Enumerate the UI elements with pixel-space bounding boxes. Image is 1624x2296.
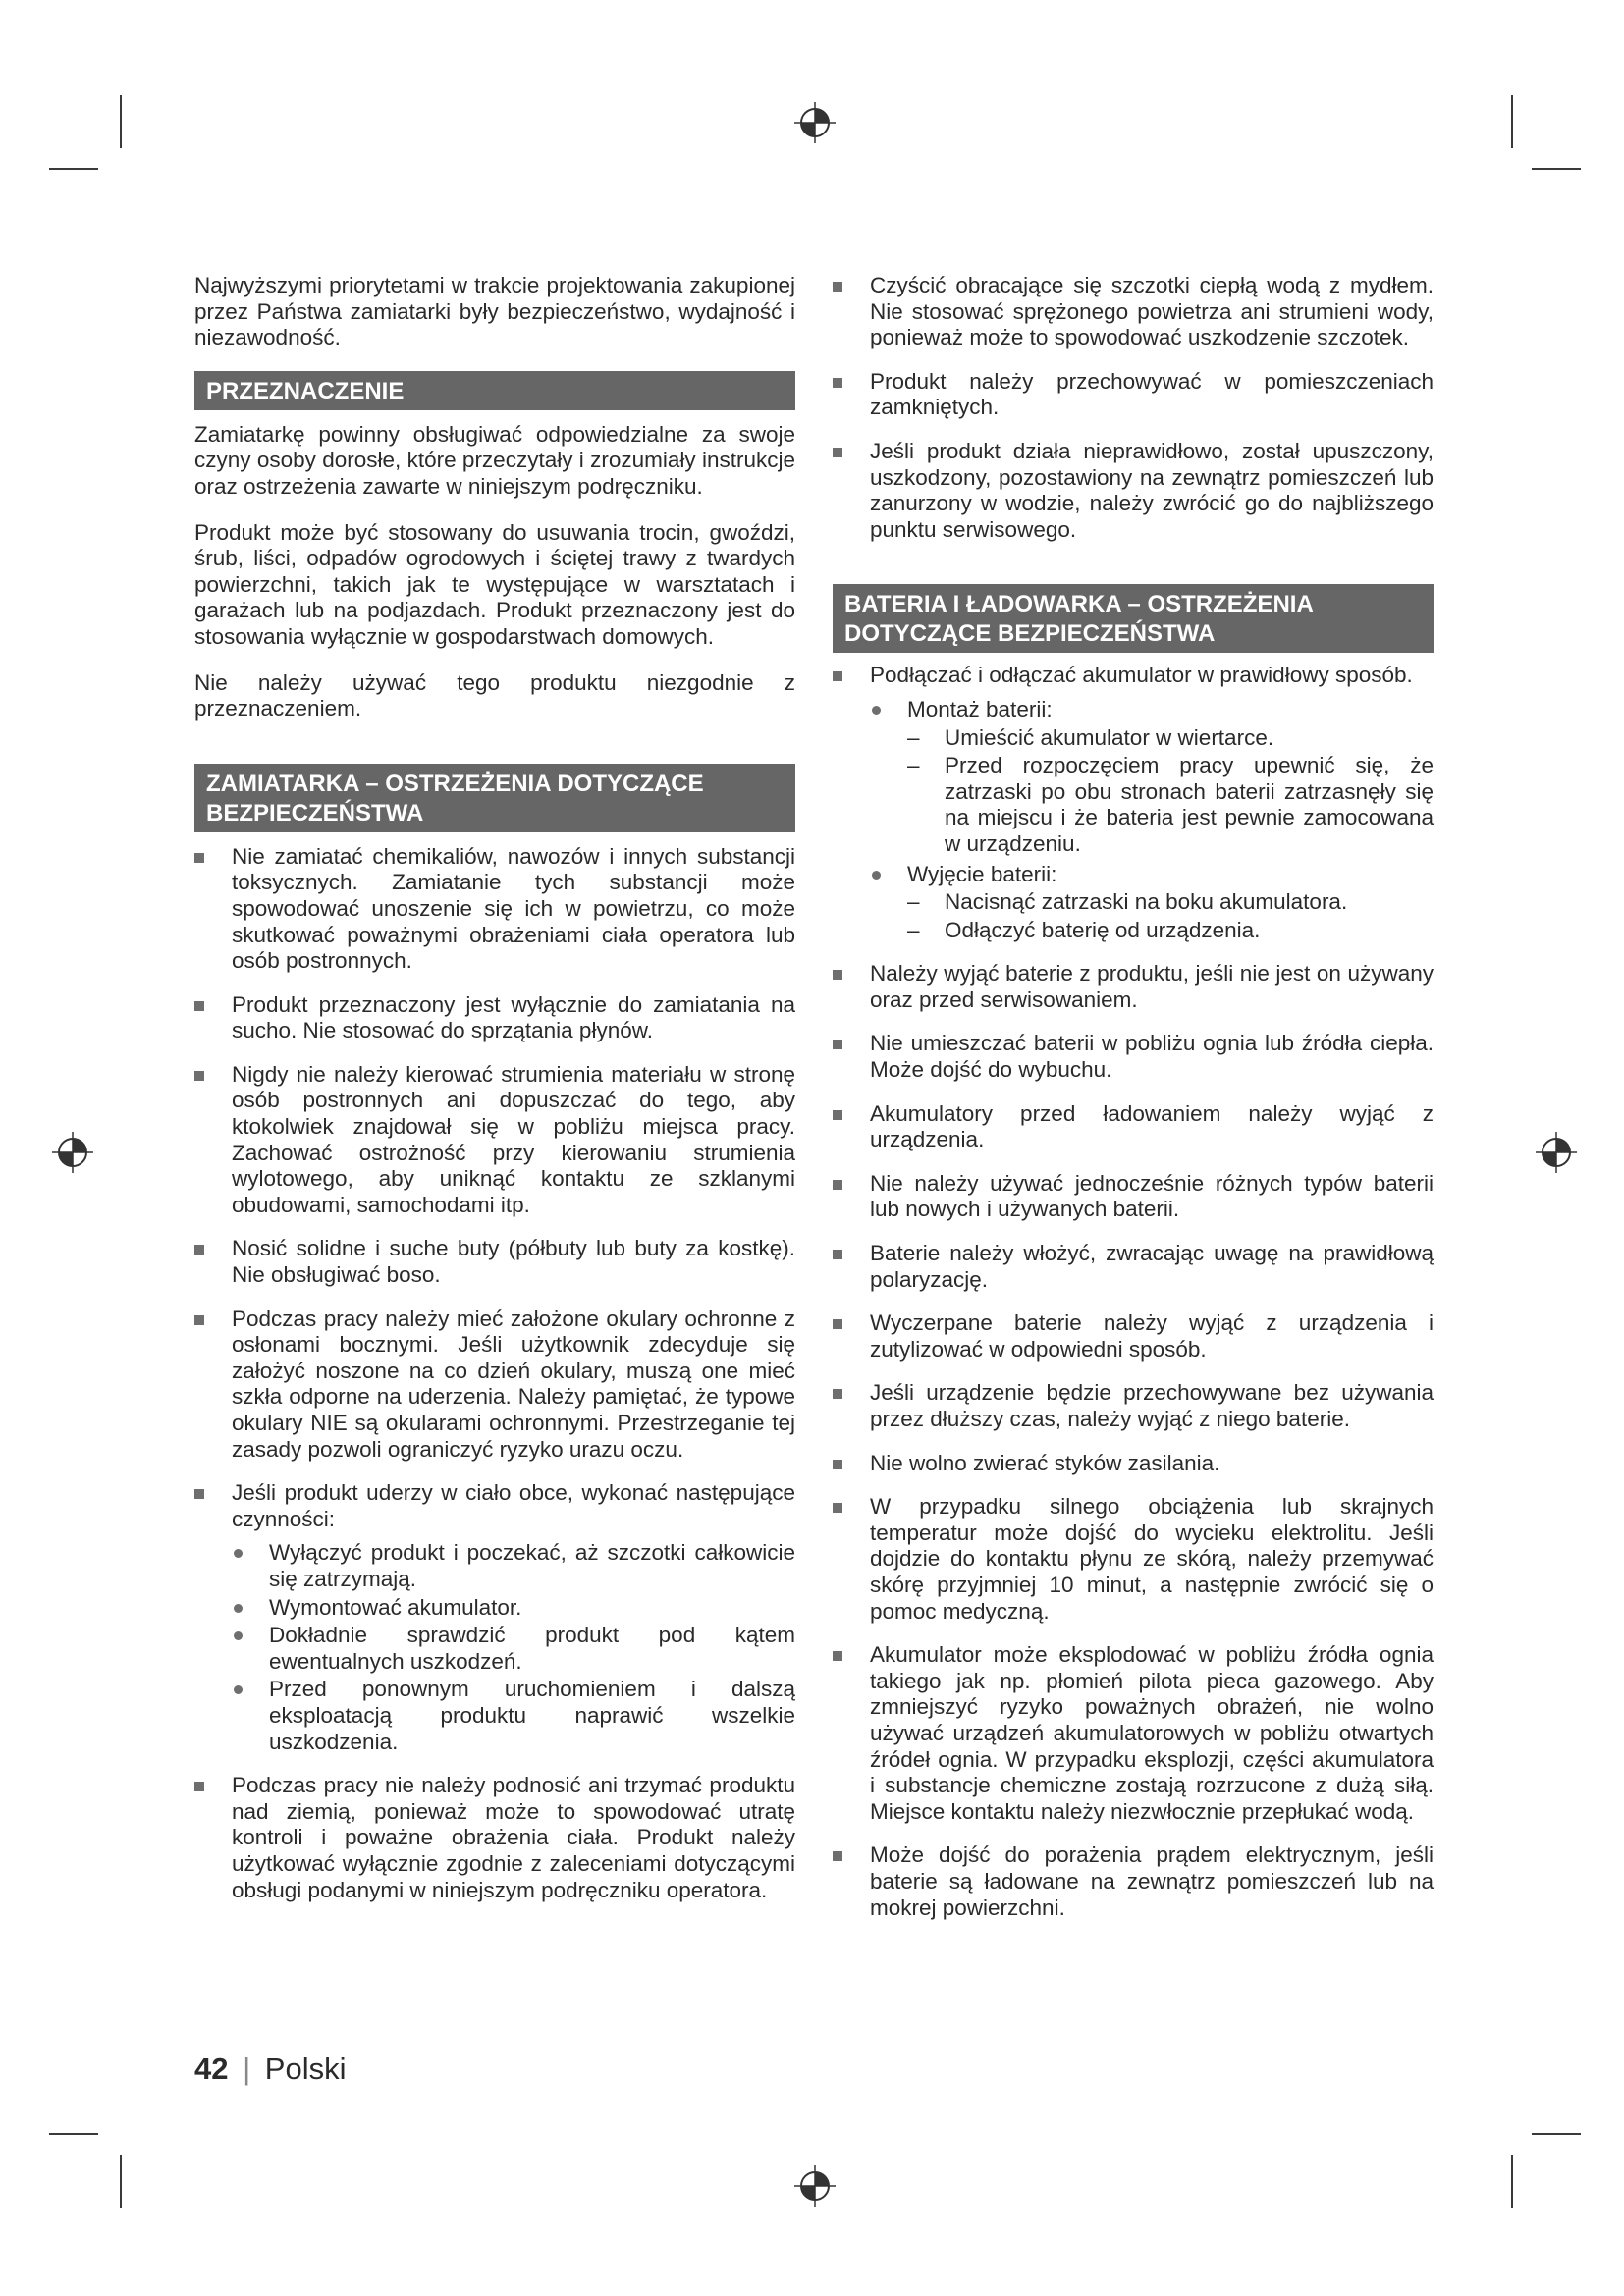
square-bullet-icon bbox=[194, 1001, 204, 1011]
list-item-text: Akumulator może eksplodować w pobliżu źródła ognia takiego jak np. płomień pilota pieca gazowego. Aby zmniejszyć ryzyko poważnych obrażeń, nie wolno używać urządzeń akumulatorowych w pobliżu otwartych źródeł ognia. W przypadku eksplozji, części akumulatora i substancje chemiczne zostają rozrzucone z dużą siłą. Miejsce kontaktu należy niezwłocznie przepłukać wodą. bbox=[870, 1642, 1434, 1824]
heading-text: BEZPIECZEŃSTWA bbox=[206, 799, 424, 827]
list-item-text: Jeśli produkt działa nieprawidłowo, został upuszczony, uszkodzony, pozostawiony na zewnątrz pomieszczeń lub zanurzony w wodzie, należy zwrócić go do najbliższego punktu serwisowego. bbox=[870, 438, 1434, 542]
list-item-text: Nie zamiatać chemikaliów, nawozów i innych substancji toksycznych. Zamiatanie tych substancji może spowodować unoszenie się ich w powietrzu, co może skutkować poważnymi obrażeniami ciała operatora lub osób postronnych. bbox=[232, 843, 795, 974]
sublist-item-text: Wyjęcie baterii: bbox=[907, 861, 1057, 886]
list-item bbox=[833, 273, 1434, 351]
list-item-text: Produkt należy przechowywać w pomieszczeniach zamkniętych. bbox=[870, 368, 1434, 420]
round-bullet-icon bbox=[234, 1604, 243, 1613]
section-heading-battery-safety bbox=[833, 584, 1434, 653]
list-item bbox=[194, 1480, 795, 1755]
square-bullet-icon bbox=[194, 1315, 204, 1325]
list-item bbox=[833, 663, 1434, 943]
round-bullet-icon bbox=[234, 1549, 243, 1558]
dash-item-text: Umieścić akumulator w wiertarce. bbox=[945, 724, 1274, 750]
crop-mark bbox=[120, 2155, 122, 2208]
list-item-text: Akumulatory przed ładowaniem należy wyjąć z urządzenia. bbox=[870, 1100, 1434, 1152]
dash-item bbox=[907, 918, 1434, 944]
heading-text: DOTYCZĄCE BEZPIECZEŃSTWA bbox=[844, 620, 1216, 648]
list-item-text: Podczas pracy należy mieć założone okulary ochronne z osłonami bocznymi. Jeśli użytkownik zdecyduje się założyć noszone na co dzień okulary, muszą one mieć szkła odporne na uderzenia. Należy pamiętać, że typowe okulary NIE są okularami ochronnymi. Przestrzeganie tej zasady pozwoli ograniczyć ryzyko urazu oczu. bbox=[232, 1306, 795, 1462]
registration-mark-icon bbox=[1535, 1131, 1578, 1174]
section-heading-purpose bbox=[194, 371, 795, 410]
dash-item bbox=[907, 725, 1434, 752]
sublist-item-text: Montaż baterii: bbox=[907, 696, 1053, 721]
square-bullet-icon bbox=[833, 378, 842, 388]
list-item bbox=[194, 1062, 795, 1219]
sublist bbox=[232, 1540, 795, 1755]
list-item bbox=[194, 1773, 795, 1903]
list-item bbox=[194, 1236, 795, 1288]
list-item bbox=[833, 1494, 1434, 1625]
dash-list bbox=[907, 725, 1434, 858]
crop-mark bbox=[1511, 2155, 1513, 2208]
list-item bbox=[833, 1380, 1434, 1432]
sublist-item-text: Wymontować akumulator. bbox=[269, 1594, 522, 1620]
list-item bbox=[194, 1307, 795, 1464]
list-item bbox=[194, 992, 795, 1044]
square-bullet-icon bbox=[833, 1851, 842, 1861]
crop-mark bbox=[1511, 95, 1513, 148]
sublist bbox=[870, 697, 1434, 943]
dash-item-text: Odłączyć baterię od urządzenia. bbox=[945, 917, 1261, 942]
square-bullet-icon bbox=[194, 1245, 204, 1255]
page-number: 42 bbox=[194, 2052, 229, 2086]
square-bullet-icon bbox=[833, 448, 842, 457]
dash-item-text: Przed rozpoczęciem pracy upewnić się, że zatrzaski po obu stronach baterii zatrzasnęły się na miejscu i że bateria jest pewnie zamocowana w urządzeniu. bbox=[945, 753, 1434, 856]
dash-bullet: – bbox=[907, 889, 920, 915]
left-column bbox=[194, 273, 795, 1921]
square-bullet-icon bbox=[833, 1180, 842, 1190]
paragraph: Nie należy używać tego produktu niezgodnie z przeznaczeniem. bbox=[194, 669, 795, 721]
sweeper-warnings-list bbox=[194, 844, 795, 1903]
sublist-item-text: Dokładnie sprawdzić produkt pod kątem ewentualnych uszkodzeń. bbox=[269, 1623, 795, 1674]
registration-mark-icon bbox=[51, 1131, 94, 1174]
list-item-text: Należy wyjąć baterie z produktu, jeśli nie jest on używany oraz przed serwisowaniem. bbox=[870, 961, 1434, 1012]
list-item-text: Podczas pracy nie należy podnosić ani trzymać produktu nad ziemią, ponieważ może to spowodować utratę kontroli i poważne obrażenia ciała. Produkt należy użytkować wyłącznie zgodnie z zaleceniami dotyczącymi obsługi podanymi w niniejszym podręczniku operatora. bbox=[232, 1773, 795, 1902]
list-item bbox=[833, 1310, 1434, 1362]
list-item-text: Jeśli urządzenie będzie przechowywane bez używania przez dłuższy czas, należy wyjąć z niego baterie. bbox=[870, 1380, 1434, 1431]
list-item-text: Produkt przeznaczony jest wyłącznie do zamiatania na sucho. Nie stosować do sprzątania płynów. bbox=[232, 991, 795, 1043]
list-item bbox=[833, 1101, 1434, 1153]
list-item-text: Jeśli produkt uderzy w ciało obce, wykonać następujące czynności: bbox=[232, 1480, 795, 1531]
sublist-item bbox=[232, 1623, 795, 1675]
crop-mark bbox=[120, 95, 122, 148]
heading-text: PRZEZNACZENIE bbox=[206, 377, 405, 404]
footer-separator: | bbox=[243, 2052, 251, 2086]
care-list bbox=[833, 273, 1434, 543]
round-bullet-icon bbox=[234, 1631, 243, 1640]
dash-list bbox=[907, 889, 1434, 943]
sublist-item bbox=[232, 1540, 795, 1592]
dash-item bbox=[907, 889, 1434, 916]
list-item-text: Wyczerpane baterie należy wyjąć z urządzenia i zutylizować w odpowiedni sposób. bbox=[870, 1310, 1434, 1362]
square-bullet-icon bbox=[194, 1489, 204, 1499]
list-item-text: Nosić solidne i suche buty (półbuty lub buty za kostkę). Nie obsługiwać boso. bbox=[232, 1236, 795, 1288]
paragraph: Zamiatarkę powinny obsługiwać odpowiedzialne za swoje czyny osoby dorosłe, które przeczytały i zrozumiały instrukcje oraz ostrzeżenia zawarte w niniejszym podręczniku. bbox=[194, 421, 795, 499]
list-item bbox=[833, 1451, 1434, 1477]
list-item bbox=[833, 1642, 1434, 1825]
square-bullet-icon bbox=[833, 1460, 842, 1469]
round-bullet-icon bbox=[872, 871, 881, 880]
square-bullet-icon bbox=[833, 1503, 842, 1513]
list-item bbox=[833, 1031, 1434, 1083]
square-bullet-icon bbox=[194, 1071, 204, 1081]
list-item-text: Czyścić obracające się szczotki ciepłą wodą z mydłem. Nie stosować sprężonego powietrza ani strumieni wody, ponieważ może to spowodować uszkodzenie szczotek. bbox=[870, 273, 1434, 350]
heading-text: ZAMIATARKA – OSTRZEŻENIA DOTYCZĄCE bbox=[206, 770, 704, 797]
list-item bbox=[833, 1842, 1434, 1921]
square-bullet-icon bbox=[833, 282, 842, 292]
square-bullet-icon bbox=[833, 1651, 842, 1661]
dash-bullet: – bbox=[907, 753, 920, 778]
list-item-text: Nigdy nie należy kierować strumienia materiału w stronę osób postronnych ani dopuszczać do tego, aby ktokolwiek znajdował się w pobliżu miejsca pracy. Zachować ostrożność przy kierowaniu strumienia wylotowego, aby uniknąć kontaktu ze szklanymi obudowami, samochodami itp. bbox=[232, 1061, 795, 1217]
round-bullet-icon bbox=[234, 1685, 243, 1694]
dash-item-text: Nacisnąć zatrzaski na boku akumulatora. bbox=[945, 889, 1348, 915]
right-column bbox=[833, 273, 1434, 1939]
footer-language: Polski bbox=[264, 2052, 347, 2086]
round-bullet-icon bbox=[872, 706, 881, 715]
dash-item bbox=[907, 753, 1434, 857]
square-bullet-icon bbox=[194, 1782, 204, 1791]
sublist-item bbox=[232, 1677, 795, 1755]
list-item-text: Podłączać i odłączać akumulator w prawidłowy sposób. bbox=[870, 663, 1413, 688]
registration-mark-icon bbox=[793, 101, 837, 144]
sublist-item-text: Wyłączyć produkt i poczekać, aż szczotki całkowicie się zatrzymają. bbox=[269, 1540, 795, 1591]
crop-mark bbox=[49, 2133, 98, 2135]
dash-bullet: – bbox=[907, 724, 920, 750]
dash-bullet: – bbox=[907, 917, 920, 942]
square-bullet-icon bbox=[833, 671, 842, 681]
list-item bbox=[833, 439, 1434, 543]
battery-warnings-list bbox=[833, 663, 1434, 1921]
list-item-text: W przypadku silnego obciążenia lub skrajnych temperatur może dojść do wycieku elektrolitu. Jeśli dojdzie do kontaktu płynu ze skórą, należy przemywać skórę przyjmniej 10 minut, a następnie zwrócić się o pomoc medyczną. bbox=[870, 1494, 1434, 1624]
crop-mark bbox=[49, 168, 98, 170]
square-bullet-icon bbox=[833, 1389, 842, 1399]
square-bullet-icon bbox=[833, 970, 842, 980]
list-item bbox=[833, 1241, 1434, 1293]
sublist-item-text: Przed ponownym uruchomieniem i dalszą eksploatacją produktu naprawić wszelkie uszkodzenia. bbox=[269, 1677, 795, 1754]
square-bullet-icon bbox=[833, 1250, 842, 1259]
list-item bbox=[833, 369, 1434, 421]
heading-text: BATERIA I ŁADOWARKA – OSTRZEŻENIA bbox=[844, 591, 1314, 618]
page-footer bbox=[194, 2052, 347, 2087]
registration-mark-icon bbox=[793, 2164, 837, 2208]
list-item bbox=[833, 1171, 1434, 1223]
sublist-item bbox=[870, 862, 1434, 944]
square-bullet-icon bbox=[833, 1319, 842, 1329]
crop-mark bbox=[1532, 2133, 1581, 2135]
section-heading-sweeper-safety bbox=[194, 764, 795, 832]
list-item-text: Baterie należy włożyć, zwracając uwagę na prawidłową polaryzację. bbox=[870, 1241, 1434, 1292]
sublist-item bbox=[870, 697, 1434, 858]
intro-paragraph: Najwyższymi priorytetami w trakcie projektowania zakupionej przez Państwa zamiatarki były bezpieczeństwo, wydajność i niezawodność. bbox=[194, 273, 795, 350]
list-item-text: Może dojść do porażenia prądem elektrycznym, jeśli baterie są ładowane na zewnątrz pomieszczeń lub na mokrej powierzchni. bbox=[870, 1842, 1434, 1920]
list-item-text: Nie należy używać jednocześnie różnych typów baterii lub nowych i używanych baterii. bbox=[870, 1170, 1434, 1222]
list-item-text: Nie wolno zwierać styków zasilania. bbox=[870, 1450, 1220, 1475]
sublist-item bbox=[232, 1595, 795, 1622]
paragraph: Produkt może być stosowany do usuwania trocin, gwoździ, śrub, liści, odpadów ogrodowych i ściętej trawy z twardych powierzchni, takich jak te występujące w warsztatach i garażach lub na podjazdach. Produkt przeznaczony jest do stosowania wyłącznie w gospodarstwach domowych. bbox=[194, 519, 795, 649]
square-bullet-icon bbox=[833, 1040, 842, 1049]
crop-mark bbox=[1532, 168, 1581, 170]
list-item bbox=[833, 961, 1434, 1013]
square-bullet-icon bbox=[194, 853, 204, 863]
list-item-text: Nie umieszczać baterii w pobliżu ognia lub źródła ciepła. Może dojść do wybuchu. bbox=[870, 1031, 1434, 1083]
list-item bbox=[194, 844, 795, 975]
square-bullet-icon bbox=[833, 1110, 842, 1120]
